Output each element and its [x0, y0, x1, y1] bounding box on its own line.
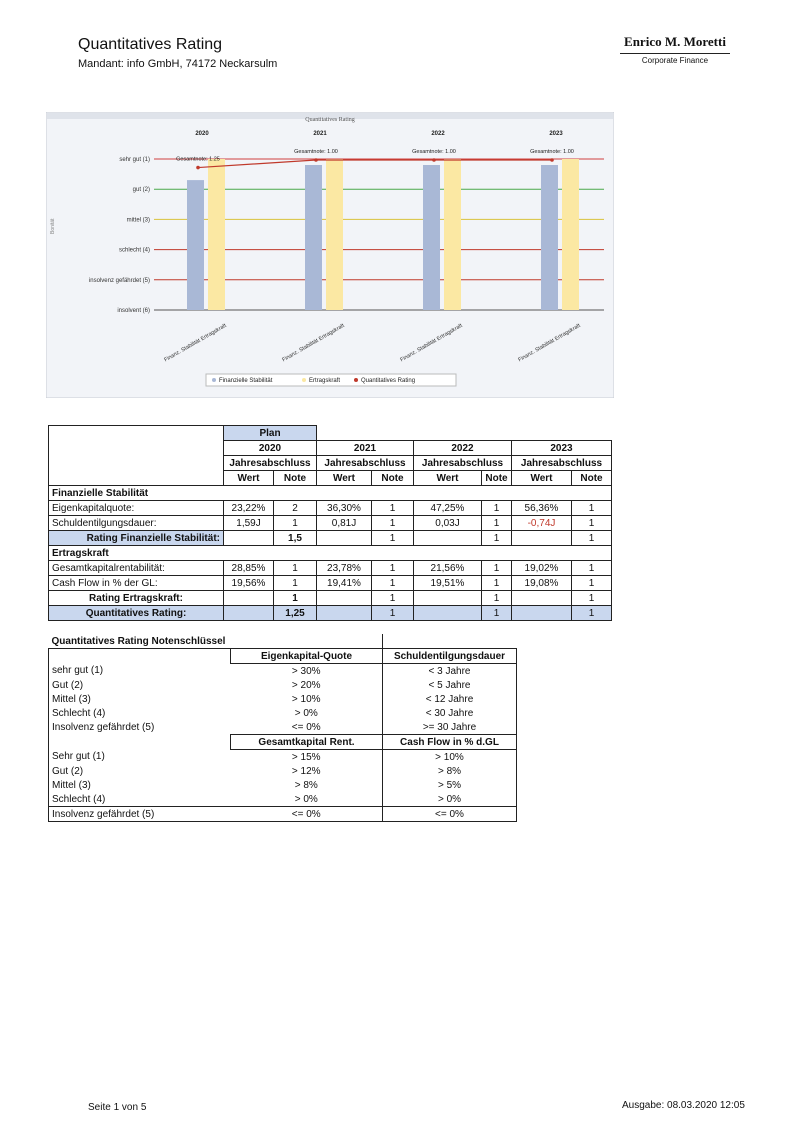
notenschluessel-table	[48, 634, 517, 822]
key-value: > 30%	[231, 664, 383, 679]
col-note: Note	[482, 471, 512, 486]
year-2022: 2022	[414, 441, 512, 456]
cell: 1	[482, 606, 512, 621]
mandant-line: Mandant: info GmbH, 74172 Neckarsulm	[78, 58, 278, 70]
cell: 1,25	[274, 606, 317, 621]
key-header: Eigenkapital-Quote	[231, 649, 383, 664]
cell: 19,02%	[512, 561, 572, 576]
rating-chart-svg	[46, 112, 614, 398]
table-row	[49, 576, 612, 591]
cell	[224, 606, 274, 621]
brand-subtitle: Corporate Finance	[641, 56, 709, 65]
row-label: Cash Flow in % der GL:	[49, 576, 224, 591]
table-row	[49, 807, 517, 822]
sub-2022: Jahresabschluss	[414, 456, 512, 471]
section-ertragskraft: Ertragskraft	[49, 546, 612, 561]
row-label: Gesamtkapitalrentabilität:	[49, 561, 224, 576]
legend-marker	[212, 378, 216, 382]
bar-ertragskraft	[326, 159, 343, 310]
col-wert: Wert	[512, 471, 572, 486]
cell: 1,5	[274, 531, 317, 546]
cell: 0,03J	[414, 516, 482, 531]
sub-2021: Jahresabschluss	[317, 456, 414, 471]
cell: 23,22%	[224, 501, 274, 516]
x-tick-label: Finanz. Stabilität Ertragskraft	[163, 322, 228, 364]
row-label: Schuldentilgungsdauer:	[49, 516, 224, 531]
key-label: Insolvenz gefährdet (5)	[52, 808, 155, 820]
key-value: > 20%	[231, 678, 383, 692]
cell: 1	[482, 591, 512, 606]
legend-entry: Finanzielle Stabilität	[219, 378, 273, 384]
cell: 36,30%	[317, 501, 372, 516]
level-label: sehr gut (1)	[119, 157, 150, 163]
key-label: Sehr gut (1)	[52, 751, 105, 763]
cell: 1	[482, 561, 512, 576]
key-value: > 10%	[435, 751, 464, 763]
col-wert: Wert	[224, 471, 274, 486]
legend-marker	[354, 378, 358, 382]
rating-point	[196, 166, 200, 170]
key-label: Mittel (3)	[52, 779, 91, 791]
cell: 19,41%	[317, 576, 372, 591]
key-label: Insolvenz gefährdet (5)	[52, 721, 155, 733]
level-label: insolvent (6)	[117, 308, 150, 314]
table-row	[49, 792, 517, 807]
cell	[224, 531, 274, 546]
cell	[224, 591, 274, 606]
bar-finanzielle-stabilitaet	[423, 165, 440, 310]
table-row	[49, 516, 612, 531]
cell: 1	[372, 561, 414, 576]
cell: 1	[482, 516, 512, 531]
chart-year-label: 2023	[549, 131, 563, 137]
table-row	[49, 720, 517, 735]
legend-entry: Ertragskraft	[309, 378, 341, 384]
year-2021: 2021	[317, 441, 414, 456]
brand-name: Enrico M. Moretti	[620, 34, 730, 54]
cell: 1	[372, 576, 414, 591]
level-label: schlecht (4)	[118, 247, 150, 254]
key-value: > 10%	[231, 692, 383, 706]
rating-point	[314, 158, 318, 162]
cell: 1	[372, 606, 414, 621]
key-label: Schlecht (4)	[52, 707, 106, 719]
table-row	[49, 778, 517, 792]
row-label: Quantitatives Rating:	[49, 606, 224, 621]
cell: 1	[482, 531, 512, 546]
cell: 1	[572, 531, 612, 546]
key-value: > 8%	[437, 765, 462, 777]
row-label: Rating Ertragskraft:	[49, 591, 224, 606]
table-row	[49, 561, 612, 576]
cell: 1	[572, 606, 612, 621]
key-label: Schlecht (4)	[52, 793, 106, 805]
table-row	[49, 426, 612, 441]
col-note: Note	[274, 471, 317, 486]
cell: 0,81J	[317, 516, 372, 531]
key-header: Gesamtkapital Rent.	[231, 735, 383, 750]
key-value: > 8%	[231, 778, 383, 792]
section-row	[49, 486, 612, 501]
table-row	[49, 501, 612, 516]
row-label: Rating Finanzielle Stabilität:	[49, 531, 224, 546]
cell: 1	[572, 501, 612, 516]
cell: 1	[274, 591, 317, 606]
key-label: sehr gut (1)	[52, 665, 104, 677]
key-header: Schuldentilgungsdauer	[383, 649, 517, 664]
sub-2020: Jahresabschluss	[224, 456, 317, 471]
cell: 1	[572, 576, 612, 591]
legend-marker	[302, 378, 306, 382]
gesamtnote-label: Gesamtnote: 1.00	[530, 149, 574, 155]
cell	[317, 591, 372, 606]
y-axis-title: Bonität	[50, 218, 56, 234]
cell: 19,08%	[512, 576, 572, 591]
cell: 1	[482, 501, 512, 516]
gesamtnote-label: Gesamtnote: 1.00	[294, 149, 338, 155]
year-2023: 2023	[512, 441, 612, 456]
cell	[512, 606, 572, 621]
section-row	[49, 546, 612, 561]
cell: 1	[572, 561, 612, 576]
brand-logo	[620, 34, 730, 65]
table-row	[49, 692, 517, 706]
key-value: <= 0%	[231, 807, 383, 822]
x-tick-label: Finanz. Stabilität Ertragskraft	[399, 322, 464, 364]
col-wert: Wert	[414, 471, 482, 486]
table-row	[49, 764, 517, 778]
table-row	[49, 706, 517, 720]
year-2020: 2020	[224, 441, 317, 456]
cell: 47,25%	[414, 501, 482, 516]
table-row	[49, 531, 612, 546]
cell: 56,36%	[512, 501, 572, 516]
section-finanzielle-stabilitaet: Finanzielle Stabilität	[49, 486, 612, 501]
table-row	[49, 591, 612, 606]
rating-point	[432, 158, 436, 162]
rating-chart	[46, 112, 614, 398]
col-wert: Wert	[317, 471, 372, 486]
cell	[512, 531, 572, 546]
cell: 1	[372, 501, 414, 516]
level-label: mittel (3)	[126, 217, 150, 224]
key-value: > 15%	[231, 750, 383, 765]
bar-ertragskraft	[444, 159, 461, 310]
key-value: > 0%	[231, 792, 383, 807]
key-value: <= 0%	[231, 720, 383, 735]
cell: 1	[372, 516, 414, 531]
key-value: <= 0%	[435, 808, 464, 820]
key-label: Gut (2)	[52, 679, 84, 691]
cell: 23,78%	[317, 561, 372, 576]
rating-point	[550, 158, 554, 162]
cell: 28,85%	[224, 561, 274, 576]
key-value: < 12 Jahre	[425, 693, 474, 705]
cell	[317, 606, 372, 621]
cell: 1	[274, 576, 317, 591]
rating-table	[48, 425, 612, 621]
key-title: Quantitatives Rating Notenschlüssel	[49, 634, 231, 649]
key-value: > 0%	[231, 706, 383, 720]
gesamtnote-label: Gesamtnote: 1.25	[176, 156, 220, 163]
cell: 19,56%	[224, 576, 274, 591]
table-corner	[49, 426, 224, 486]
cell	[414, 606, 482, 621]
col-note: Note	[372, 471, 414, 486]
table-row	[49, 750, 517, 765]
x-tick-label: Finanz. Stabilität Ertragskraft	[517, 322, 582, 364]
bar-ertragskraft	[208, 159, 225, 310]
chart-year-label: 2022	[431, 131, 445, 137]
bar-finanzielle-stabilitaet	[305, 165, 322, 310]
table-row	[49, 606, 612, 621]
cell: 1	[482, 576, 512, 591]
level-label: gut (2)	[132, 187, 150, 194]
cell	[317, 531, 372, 546]
plan-label: Plan	[224, 426, 317, 441]
cell	[414, 531, 482, 546]
col-note: Note	[572, 471, 612, 486]
key-value: > 12%	[231, 764, 383, 778]
table-row	[49, 634, 517, 649]
key-value: < 30 Jahre	[425, 707, 474, 719]
key-value: >= 30 Jahre	[422, 721, 477, 733]
key-value: < 5 Jahre	[428, 679, 471, 691]
key-label: Mittel (3)	[52, 693, 91, 705]
cell: 1	[274, 516, 317, 531]
bar-finanzielle-stabilitaet	[541, 165, 558, 310]
cell: 1,59J	[224, 516, 274, 531]
table-row	[49, 664, 517, 679]
key-value: > 5%	[437, 779, 462, 791]
x-tick-label: Finanz. Stabilität Ertragskraft	[281, 322, 346, 364]
key-header: Cash Flow in % d.GL	[383, 735, 517, 750]
cell: 1	[572, 591, 612, 606]
table-row	[49, 678, 517, 692]
bar-finanzielle-stabilitaet	[187, 180, 204, 310]
cell	[512, 591, 572, 606]
key-value: > 0%	[437, 793, 462, 805]
sub-2023: Jahresabschluss	[512, 456, 612, 471]
cell: 21,56%	[414, 561, 482, 576]
key-value: < 3 Jahre	[428, 665, 471, 677]
key-label: Gut (2)	[52, 765, 84, 777]
level-label: insolvenz gefährdet (5)	[88, 277, 150, 284]
cell: 2	[274, 501, 317, 516]
row-label: Eigenkapitalquote:	[49, 501, 224, 516]
table-row	[49, 735, 517, 750]
chart-year-label: 2021	[313, 131, 327, 137]
table-row	[49, 649, 517, 664]
legend-entry: Quantitatives Rating	[361, 378, 416, 384]
chart-title: Quantitatives Rating	[305, 117, 355, 123]
issue-date: Ausgabe: 08.03.2020 12:05	[622, 1100, 745, 1111]
cell	[414, 591, 482, 606]
cell: 1	[274, 561, 317, 576]
page-number: Seite 1 von 5	[88, 1102, 147, 1113]
page-title: Quantitatives Rating	[78, 36, 223, 53]
cell: 19,51%	[414, 576, 482, 591]
gesamtnote-label: Gesamtnote: 1.00	[412, 149, 456, 155]
cell: 1	[372, 591, 414, 606]
cell: 1	[372, 531, 414, 546]
chart-year-label: 2020	[195, 131, 209, 137]
cell-negative: -0,74J	[512, 516, 572, 531]
cell: 1	[572, 516, 612, 531]
bar-ertragskraft	[562, 159, 579, 310]
